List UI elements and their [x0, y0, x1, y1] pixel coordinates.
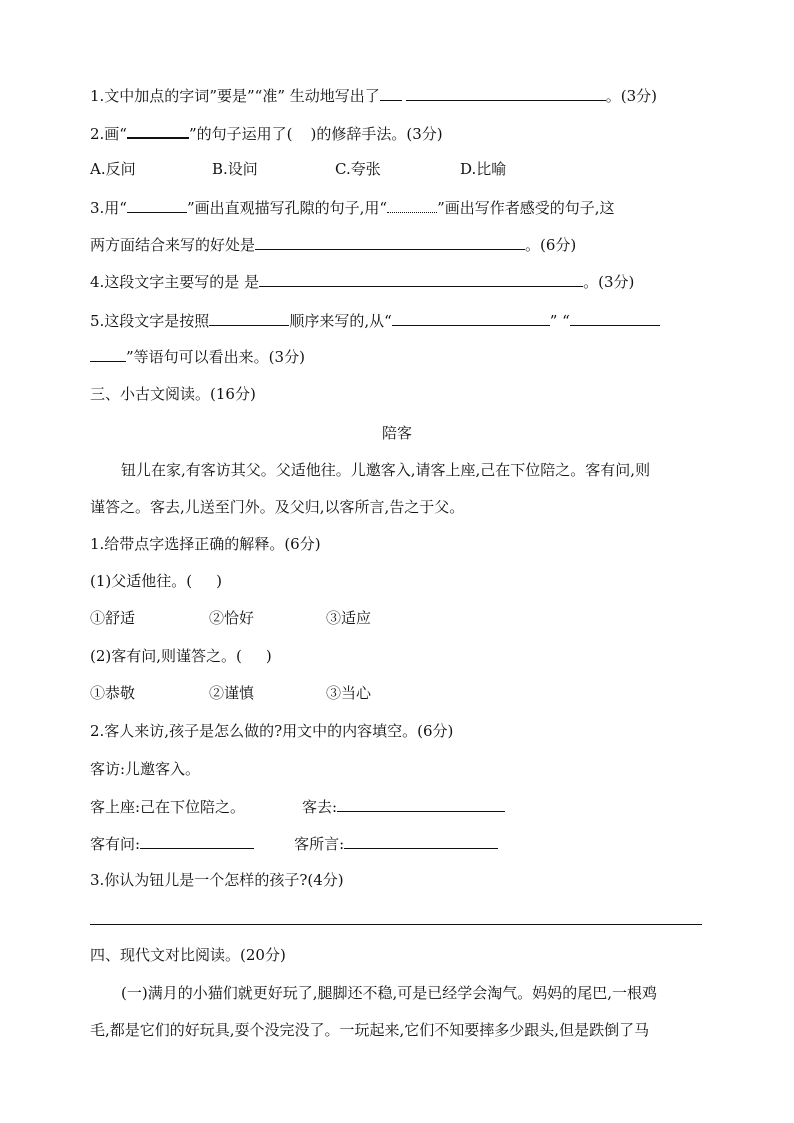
- answer-blank[interactable]: [570, 310, 660, 326]
- answer-blank[interactable]: [140, 833, 254, 849]
- option-d[interactable]: D.比喻: [460, 160, 507, 178]
- question-5-cont: ”等语句可以看出来。(3分): [90, 346, 305, 366]
- answer-blank[interactable]: [90, 346, 126, 362]
- answer-blank[interactable]: [392, 310, 550, 326]
- answer-blank[interactable]: [259, 271, 583, 287]
- underline-sample: [127, 122, 189, 139]
- s3-question-1-2-options: [90, 683, 371, 703]
- s3-q2-row-1: 客访:儿邀客入。: [90, 760, 201, 778]
- s3-question-1-1: (1)父适他往。( ): [90, 572, 222, 590]
- option-a[interactable]: A.反问: [90, 160, 136, 178]
- s3-question-2: 2.客人来访,孩子是怎么做的?用文中的内容填空。(6分): [90, 722, 454, 740]
- answer-blank[interactable]: [406, 85, 606, 101]
- option-b[interactable]: B.设问: [212, 160, 258, 178]
- answer-blank[interactable]: [209, 310, 289, 326]
- section-4-heading: 四、现代文对比阅读。(20分): [90, 946, 286, 964]
- question-2-options: [90, 159, 506, 179]
- question-3-cont: 两方面结合来写的好处是 。(6分): [90, 236, 577, 254]
- s3-question-1-1-options: [90, 608, 371, 628]
- option-3[interactable]: ③当心: [326, 684, 372, 702]
- answer-line[interactable]: [90, 924, 702, 925]
- passage-line-1: 钮儿在家,有客访其父。父适他往。儿邀客入,请客上座,己在下位陪之。客有问,则: [121, 461, 651, 479]
- answer-blank[interactable]: [380, 85, 402, 101]
- option-1[interactable]: ①舒适: [90, 609, 136, 627]
- question-4: 4.这段文字主要写的是 是 。(3分): [90, 273, 635, 291]
- s3-question-1-2: (2)客有问,则谨答之。( ): [90, 647, 272, 665]
- s3-q2-row-2: 客上座:己在下位陪之。 客去:: [90, 796, 505, 816]
- option-1[interactable]: ①恭敬: [90, 684, 136, 702]
- s3-q2-row-3: 客有问: 客所言:: [90, 833, 498, 853]
- section-3-heading: 三、小古文阅读。(16分): [90, 385, 256, 403]
- option-c[interactable]: C.夸张: [335, 160, 381, 178]
- straight-line-sample: [127, 197, 187, 213]
- s3-question-1: 1.给带点字选择正确的解释。(6分): [90, 535, 321, 553]
- passage-title: 陪客: [381, 424, 412, 442]
- question-1: 1.文中加点的字词”要是”“准” 生动地写出了 。(3分): [90, 87, 658, 105]
- option-2[interactable]: ②恰好: [209, 609, 255, 627]
- question-5: 5.这段文字是按照 顺序来写的,从“ ” “: [90, 310, 660, 330]
- question-3: 3.用“ ”画出直观描写孔隙的句子,用“ ”画出写作者感受的句子,这: [90, 199, 615, 217]
- question-2: 2.画“ ”的句子运用了( )的修辞手法。(3分): [90, 122, 443, 142]
- answer-blank[interactable]: [255, 234, 525, 250]
- answer-blank[interactable]: [344, 833, 498, 849]
- s3-question-3: 3.你认为钮儿是一个怎样的孩子?(4分): [90, 871, 344, 889]
- dotted-words: ”要是”: [209, 87, 255, 105]
- option-3[interactable]: ③适应: [326, 609, 372, 627]
- wavy-line-sample: [387, 197, 437, 213]
- s4-passage-line-2: 毛,都是它们的好玩具,耍个没完没了。一玩起来,它们不知要摔多少跟头,但是跌倒了马: [90, 1021, 650, 1039]
- passage-line-2: 谨答之。客去,儿送至门外。及父归,以客所言,告之于父。: [90, 498, 465, 516]
- option-2[interactable]: ②谨慎: [209, 684, 255, 702]
- s4-passage-line-1: (一)满月的小猫们就更好玩了,腿脚还不稳,可是已经学会淘气。妈妈的尾巴,一根鸡: [121, 984, 658, 1002]
- answer-blank[interactable]: [337, 796, 505, 812]
